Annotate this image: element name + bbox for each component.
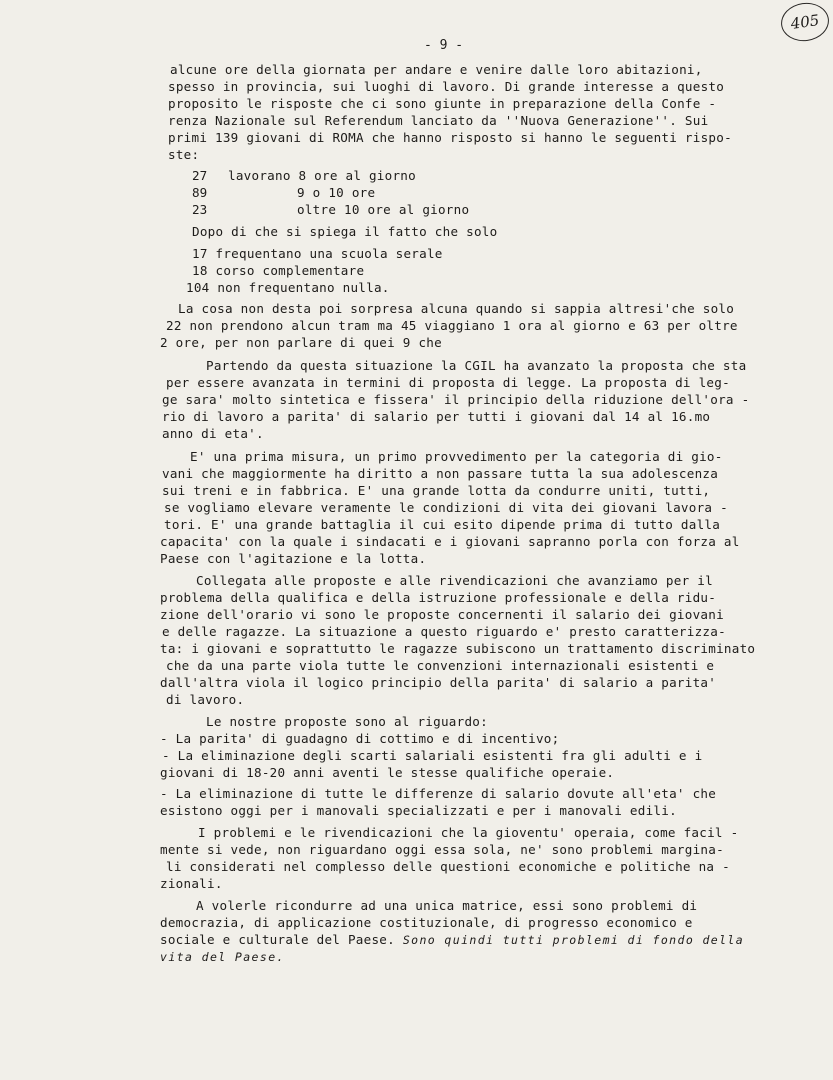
text-line: 2 ore, per non parlare di quei 9 che bbox=[160, 335, 442, 350]
text-line: Collegata alle proposte e alle rivendicazioni che avanziamo per il bbox=[196, 573, 713, 588]
italic-text: Sono quindi tutti problemi di fondo della bbox=[402, 933, 745, 947]
text-line: dall'altra viola il logico principio della parita' di salario a parita' bbox=[160, 675, 717, 690]
text-line: problema della qualifica e della istruzione professionale e della ridu- bbox=[160, 590, 717, 605]
text-line: zione dell'orario vi sono le proposte concernenti il salario dei giovani bbox=[160, 607, 724, 622]
italic-text: vita del Paese. bbox=[160, 950, 285, 964]
text-line: E' una prima misura, un primo provvedimento per la categoria di gio- bbox=[190, 449, 723, 464]
text-line: La cosa non desta poi sorpresa alcuna quando si sappia altresi'che solo bbox=[178, 301, 735, 316]
text-line: A volerle ricondurre ad una unica matrice, essi sono problemi di bbox=[196, 898, 698, 913]
text-line: vani che maggiormente ha diritto a non passare tutta la sua adolescenza bbox=[162, 466, 719, 481]
page-number: - 9 - bbox=[424, 38, 464, 53]
text-line-regular: sociale e culturale del Paese. bbox=[160, 932, 395, 947]
text-line: alcune ore della giornata per andare e venire dalle loro abitazioni, bbox=[170, 62, 703, 77]
text-line: primi 139 giovani di ROMA che hanno risposto si hanno le seguenti rispo- bbox=[168, 130, 732, 145]
text-line: e delle ragazze. La situazione a questo riguardo e' presto caratterizza- bbox=[162, 624, 726, 639]
text-line: - La eliminazione di tutte le differenze di salario dovute all'eta' che bbox=[160, 786, 717, 801]
text-line: sui treni e in fabbrica. E' una grande lotta da condurre uniti, tutti, bbox=[162, 483, 711, 498]
text-line: zionali. bbox=[160, 876, 223, 891]
text-line: Partendo da questa situazione la CGIL ha avanzato la proposta che sta bbox=[206, 358, 747, 373]
text-line: che da una parte viola tutte le convenzioni internazionali esistenti e bbox=[166, 658, 715, 673]
text-line: Dopo di che si spiega il fatto che solo bbox=[192, 224, 498, 239]
text-line: tori. E' una grande battaglia il cui esito dipende prima di tutto dalla bbox=[164, 517, 721, 532]
school-line: 104 non frequentano nulla. bbox=[186, 280, 390, 295]
text-line bbox=[160, 932, 744, 948]
text-line: mente si vede, non riguardano oggi essa sola, ne' sono problemi margina- bbox=[160, 842, 724, 857]
text-line: renza Nazionale sul Referendum lanciato da ''Nuova Generazione''. Sui bbox=[168, 113, 709, 128]
text-line: esistono oggi per i manovali specializzati e per i manovali edili. bbox=[160, 803, 677, 818]
text-line: 22 non prendono alcun tram ma 45 viaggiano 1 ora al giorno e 63 per oltre bbox=[166, 318, 738, 333]
text-line: per essere avanzata in termini di proposta di legge. La proposta di leg- bbox=[166, 375, 730, 390]
school-line: 17 frequentano una scuola serale bbox=[192, 246, 443, 261]
text-line: Paese con l'agitazione e la lotta. bbox=[160, 551, 427, 566]
text-line: - La eliminazione degli scarti salariali esistenti fra gli adulti e i bbox=[162, 748, 703, 763]
hours-desc: 9 o 10 ore bbox=[297, 185, 376, 200]
school-line: 18 corso complementare bbox=[192, 263, 365, 278]
text-line: I problemi e le rivendicazioni che la gioventu' operaia, come facil - bbox=[198, 825, 739, 840]
text-line: di lavoro. bbox=[166, 692, 245, 707]
text-line: giovani di 18-20 anni aventi le stesse qualifiche operaie. bbox=[160, 765, 615, 780]
text-line: democrazia, di applicazione costituzionale, di progresso economico e bbox=[160, 915, 693, 930]
text-line: spesso in provincia, sui luoghi di lavoro. Di grande interesse a questo bbox=[168, 79, 725, 94]
text-line: capacita' con la quale i sindacati e i giovani sapranno porla con forza al bbox=[160, 534, 740, 549]
hours-count: 23 bbox=[192, 202, 208, 217]
text-line: se vogliamo elevare veramente le condizioni di vita dei giovani lavora - bbox=[164, 500, 728, 515]
text-line: - La parita' di guadagno di cottimo e di incentivo; bbox=[160, 731, 560, 746]
text-line: anno di eta'. bbox=[162, 426, 264, 441]
text-line: ge sara' molto sintetica e fissera' il principio della riduzione dell'ora - bbox=[162, 392, 750, 407]
hours-desc: oltre 10 ore al giorno bbox=[297, 202, 470, 217]
hours-count: 27 bbox=[192, 168, 208, 183]
text-line: li considerati nel complesso delle questioni economiche e politiche na - bbox=[166, 859, 730, 874]
hours-count: 89 bbox=[192, 185, 208, 200]
text-line: Le nostre proposte sono al riguardo: bbox=[206, 714, 488, 729]
archive-stamp bbox=[779, 0, 832, 44]
text-line: ste: bbox=[168, 147, 200, 162]
text-line: proposito le risposte che ci sono giunte in preparazione della Confe - bbox=[168, 96, 717, 111]
archive-stamp-number: 405 bbox=[789, 11, 821, 33]
hours-desc: lavorano 8 ore al giorno bbox=[228, 168, 416, 183]
text-line: rio di lavoro a parita' di salario per tutti i giovani dal 14 al 16.mo bbox=[162, 409, 711, 424]
text-line: ta: i giovani e soprattutto le ragazze subiscono un trattamento discriminato bbox=[160, 641, 756, 656]
